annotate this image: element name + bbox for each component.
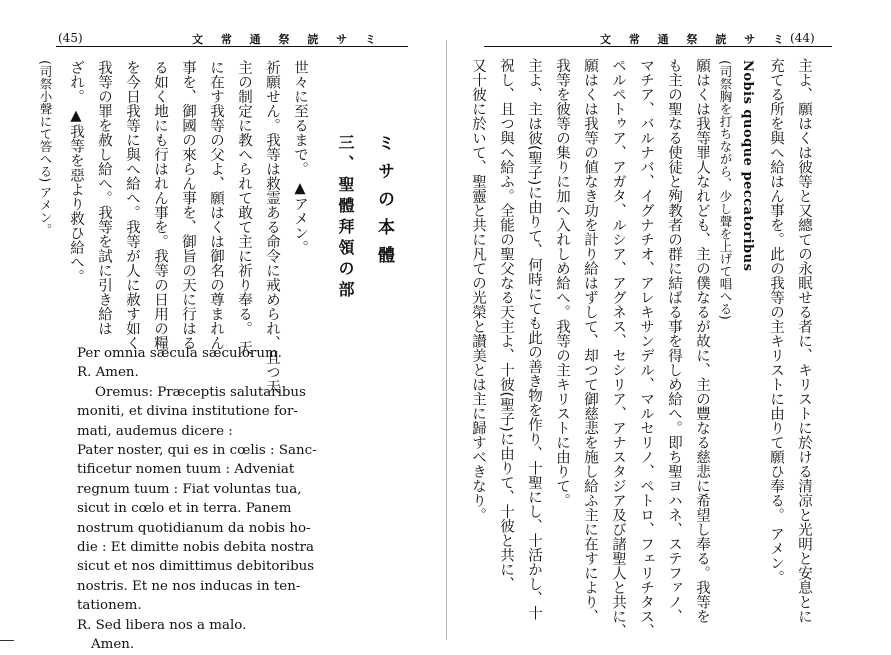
latin-line: Pater noster, qui es in cœlis : Sanc-: [77, 443, 317, 459]
latin-line: nostrum quotidianum da nobis ho-: [77, 520, 311, 536]
jp-line-r1: 主よ、願はくは彼等と又總ての永眠せる者に、キリストに於ける清凉と光明と安息とに: [796, 58, 812, 624]
latin-line: tificetur nomen tuum : Adveniat: [77, 462, 295, 478]
latin-heading: Nobis quoque peccatoribus: [740, 60, 755, 272]
latin-line: die : Et dimitte nobis debita nostra: [77, 540, 314, 556]
jp-line-2: 祈願せん。我等は救霊ある命令に戒められ、且つ天: [264, 60, 280, 394]
header-rule-left: [56, 46, 408, 47]
jp-line-r11: 又十彼に於いて、聖靈と共に凡ての光榮と讃美とは主に歸すべきなり。: [470, 58, 486, 522]
jp-line-5: 事を、御國の來らん事を、御旨の天に行はる: [180, 60, 196, 350]
jp-line-1: 世々に至るまで。 ▲アメン。: [292, 60, 308, 255]
jp-line-r3: 願はくは我等罪人なれども、主の僕なるが故に、主の豐なる慈悲に希望し奉る。我等を: [694, 58, 710, 624]
jp-line-r4: も主の聖なる使徒と殉教者の群に結ばる事を得しめ給へ。即ち聖ヨハネ、ステファノ、: [666, 58, 682, 624]
jp-line-r8: 我等を彼等の集りに加へ入れしめ給へ。我等の主キリストに由りて。: [554, 58, 570, 508]
left-rubric: (司祭小聲にて答へる) アメン。: [38, 60, 53, 237]
jp-line-r7: 願はくは我等の値なき功を計り給はずして、却つて御慈悲を施し給ふ主に在すにより、: [582, 58, 598, 624]
jp-line-r9: 主よ、主は彼(聖子)に由りて、何時にても此の善き物を作り、十聖にし、十活かし、十: [526, 58, 542, 621]
page-gutter: [446, 40, 447, 640]
header-rule-right: [484, 46, 832, 47]
latin-line: tationem.: [77, 598, 142, 614]
latin-line: sicut et nos dimittimus debitoribus: [77, 559, 315, 575]
main-title: ミサの本體: [374, 134, 394, 274]
section-heading: 三、聖體拜領の部: [336, 134, 355, 302]
jp-line-3: 主の制定に教へられて敢て主に祈り奉る。 天: [236, 60, 252, 355]
running-head-right: 文 常 通 祭 読 サ ミ: [600, 33, 791, 46]
jp-line-r5: マチア、バルナバ、イグナチオ、アレキサンデル、マルセリノ、ペトロ、フェリチタス、: [638, 58, 654, 638]
latin-line: sicut in cœlo et in terra. Panem: [77, 501, 292, 517]
latin-line: nostris. Et ne nos inducas in ten-: [77, 578, 301, 594]
latin-text-block: [77, 344, 437, 655]
jp-line-r6: ペルペトゥア、アガタ、ルシア、アグネス、セシリア、アナスタジア及び諸聖人と共に、: [610, 58, 626, 638]
jp-line-8: 我等の罪を赦し給へ。我等を試に引き給は: [96, 60, 112, 336]
jp-line-9: ざれ。 ▲我等を惡より救ひ給へ。: [68, 60, 84, 284]
page-number-left: (45): [58, 31, 83, 45]
right-rubric: (司祭胸を打ちながら、少し聲を上げて唱へる): [718, 60, 733, 320]
page-number-right: (44): [790, 31, 815, 45]
jp-line-4: に在す我等の父よ、願はくは御名の尊まれん: [208, 60, 224, 350]
jp-line-7: を今日我等に與へ給へ。我等が人に赦す如く: [124, 60, 140, 350]
latin-line: moniti, et divina institutione for-: [77, 404, 298, 420]
latin-line: Oremus: Præceptis salutaribus: [95, 384, 306, 400]
margin-mark: [0, 640, 14, 641]
jp-line-r10: 祝し、且つ與へ給ふ。全能の聖父なる天主よ、十彼(聖子)に由りて、十彼と共に、: [498, 58, 514, 592]
latin-line: R. Amen.: [77, 365, 139, 381]
jp-line-r2: 充てる所を與へ給はん事を。此の我等の主キリストに由りて願ひ奉る。 アメン。: [768, 58, 784, 585]
latin-line: R. Sed libera nos a malo.: [77, 617, 247, 633]
latin-line: regnum tuum : Fiat voluntas tua,: [77, 481, 302, 497]
latin-line: Amen.: [91, 637, 135, 653]
jp-line-6: る如く地にも行はれん事を。我等の日用の糧: [152, 60, 168, 350]
latin-line: Per omnia sæcula sæculorum.: [77, 346, 282, 361]
latin-line: mati, audemus dicere :: [77, 423, 233, 439]
running-head-left: 文 常 通 祭 読 サ ミ: [192, 33, 383, 46]
